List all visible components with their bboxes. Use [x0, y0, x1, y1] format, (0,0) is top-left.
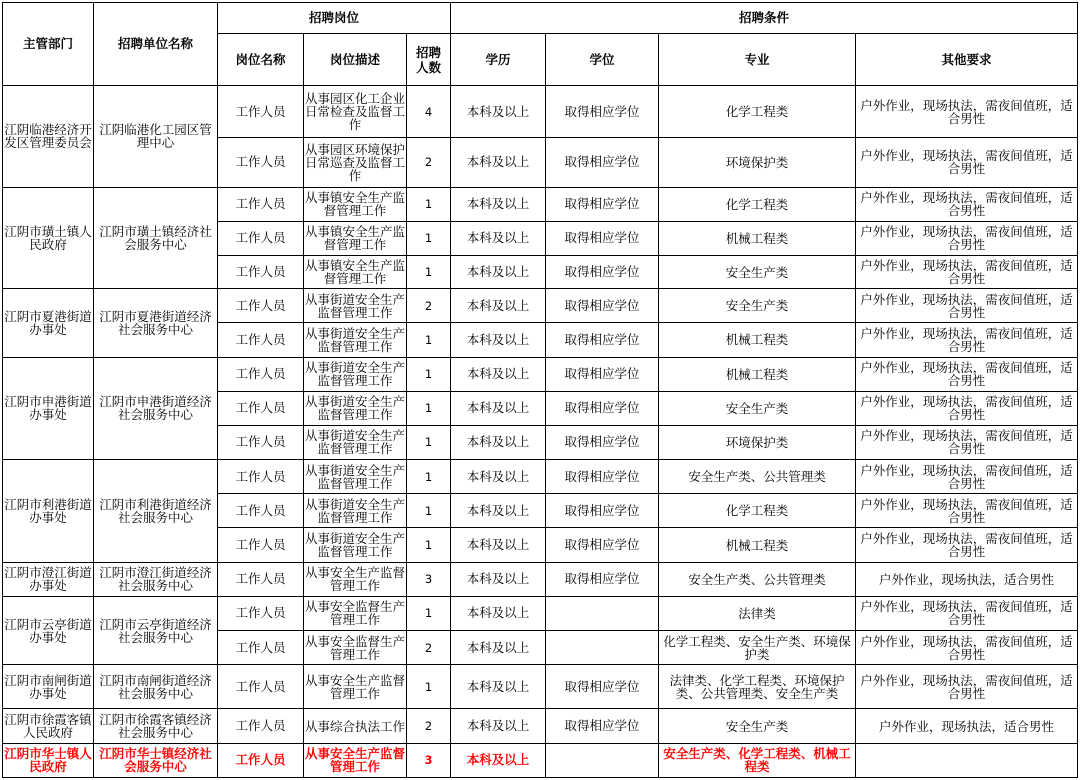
table-row: [3, 460, 1078, 494]
position-count-cell: 1: [407, 596, 451, 630]
education-cell: 本科及以上: [451, 494, 546, 528]
position-desc-cell: 从事安全生产监督管理工作: [304, 743, 407, 777]
header-other: 其他要求: [856, 34, 1078, 86]
recruitment-table: [2, 2, 1078, 778]
education-cell: 本科及以上: [451, 596, 546, 630]
education-cell: 本科及以上: [451, 138, 546, 187]
degree-cell: 取得相应学位: [546, 528, 659, 562]
other-requirements-cell: 户外作业，现场执法，需夜间值班，适合男性: [856, 528, 1078, 562]
position-count-cell: 2: [407, 631, 451, 665]
position-desc-cell: 从事街道安全生产监督管理工作: [304, 289, 407, 323]
position-count-cell: 1: [407, 494, 451, 528]
position-desc-cell: 从事街道安全生产监督管理工作: [304, 528, 407, 562]
position-name-cell: 工作人员: [218, 289, 304, 323]
major-cell: 机械工程类: [659, 323, 856, 357]
dept-cell: 江阴市夏港街道办事处: [3, 289, 94, 357]
degree-cell: 取得相应学位: [546, 494, 659, 528]
degree-cell: 取得相应学位: [546, 425, 659, 459]
education-cell: 本科及以上: [451, 743, 546, 777]
position-desc-cell: 从事镇安全生产监督管理工作: [304, 255, 407, 288]
major-cell: 安全生产类: [659, 391, 856, 425]
major-cell: 化学工程类、安全生产类、环境保护类: [659, 631, 856, 665]
other-requirements-cell: 户外作业，现场执法，需夜间值班，适合男性: [856, 391, 1078, 425]
major-cell: 环境保护类: [659, 425, 856, 459]
table-row: [3, 562, 1078, 596]
position-desc-cell: 从事街道安全生产监督管理工作: [304, 460, 407, 494]
other-requirements-cell: [856, 743, 1078, 777]
major-cell: 机械工程类: [659, 528, 856, 562]
header-unit: 招聘单位名称: [94, 3, 218, 86]
header-degree: 学位: [546, 34, 659, 86]
degree-cell: 取得相应学位: [546, 665, 659, 709]
degree-cell: [546, 631, 659, 665]
position-count-cell: 1: [407, 391, 451, 425]
position-name-cell: 工作人员: [218, 86, 304, 138]
unit-cell: 江阴市璜土镇经济社会服务中心: [94, 187, 218, 289]
position-desc-cell: 从事综合执法工作: [304, 709, 407, 743]
major-cell: 安全生产类: [659, 709, 856, 743]
dept-cell: 江阴临港经济开发区管理委员会: [3, 86, 94, 188]
position-name-cell: 工作人员: [218, 357, 304, 391]
table-row: [3, 709, 1078, 743]
major-cell: 化学工程类: [659, 187, 856, 221]
position-name-cell: 工作人员: [218, 665, 304, 709]
other-requirements-cell: 户外作业，现场执法，适合男性: [856, 709, 1078, 743]
other-requirements-cell: 户外作业，现场执法，需夜间值班，适合男性: [856, 86, 1078, 138]
position-desc-cell: 从事园区化工企业日常检查及监督工作: [304, 86, 407, 138]
header-pos-desc: 岗位描述: [304, 34, 407, 86]
unit-cell: 江阴市南闸街道经济社会服务中心: [94, 665, 218, 709]
table-row: [3, 357, 1078, 391]
unit-cell: 江阴临港化工园区管理中心: [94, 86, 218, 188]
position-name-cell: 工作人员: [218, 391, 304, 425]
dept-cell: 江阴市华士镇人民政府: [3, 743, 94, 777]
education-cell: 本科及以上: [451, 665, 546, 709]
education-cell: 本科及以上: [451, 460, 546, 494]
degree-cell: [546, 743, 659, 777]
table-row: [3, 289, 1078, 323]
position-desc-cell: 从事镇安全生产监督管理工作: [304, 187, 407, 221]
position-desc-cell: 从事安全生产监督管理工作: [304, 665, 407, 709]
education-cell: 本科及以上: [451, 562, 546, 596]
position-desc-cell: 从事街道安全生产监督管理工作: [304, 494, 407, 528]
other-requirements-cell: 户外作业，现场执法，需夜间值班，适合男性: [856, 187, 1078, 221]
position-name-cell: 工作人员: [218, 596, 304, 630]
position-name-cell: 工作人员: [218, 425, 304, 459]
unit-cell: 江阴市申港街道经济社会服务中心: [94, 357, 218, 460]
position-count-cell: 1: [407, 323, 451, 357]
position-desc-cell: 从事安全监督生产管理工作: [304, 596, 407, 630]
degree-cell: 取得相应学位: [546, 289, 659, 323]
position-count-cell: 1: [407, 255, 451, 288]
education-cell: 本科及以上: [451, 289, 546, 323]
other-requirements-cell: 户外作业，现场执法，需夜间值班，适合男性: [856, 289, 1078, 323]
education-cell: 本科及以上: [451, 187, 546, 221]
table-row: [3, 596, 1078, 630]
position-name-cell: 工作人员: [218, 138, 304, 187]
unit-cell: 江阴市云亭街道经济社会服务中心: [94, 596, 218, 664]
major-cell: 法律类、化学工程类、环境保护类、公共管理类、安全生产类: [659, 665, 856, 709]
major-cell: 环境保护类: [659, 138, 856, 187]
position-desc-cell: 从事街道安全生产监督管理工作: [304, 323, 407, 357]
major-cell: 安全生产类: [659, 255, 856, 288]
degree-cell: 取得相应学位: [546, 255, 659, 288]
degree-cell: 取得相应学位: [546, 187, 659, 221]
position-count-cell: 1: [407, 528, 451, 562]
other-requirements-cell: 户外作业，现场执法，需夜间值班，适合男性: [856, 425, 1078, 459]
position-name-cell: 工作人员: [218, 743, 304, 777]
table-row: [3, 187, 1078, 221]
other-requirements-cell: 户外作业，现场执法，需夜间值班，适合男性: [856, 357, 1078, 391]
position-name-cell: 工作人员: [218, 494, 304, 528]
major-cell: 安全生产类、公共管理类: [659, 460, 856, 494]
position-count-cell: 1: [407, 425, 451, 459]
position-count-cell: 1: [407, 357, 451, 391]
dept-cell: 江阴市申港街道办事处: [3, 357, 94, 460]
header-edu: 学历: [451, 34, 546, 86]
other-requirements-cell: 户外作业，现场执法，需夜间值班，适合男性: [856, 665, 1078, 709]
major-cell: 安全生产类: [659, 289, 856, 323]
education-cell: 本科及以上: [451, 255, 546, 288]
position-count-cell: 3: [407, 743, 451, 777]
degree-cell: 取得相应学位: [546, 221, 659, 255]
dept-cell: 江阴市利港街道办事处: [3, 460, 94, 563]
major-cell: 机械工程类: [659, 221, 856, 255]
education-cell: 本科及以上: [451, 86, 546, 138]
education-cell: 本科及以上: [451, 709, 546, 743]
position-count-cell: 1: [407, 221, 451, 255]
other-requirements-cell: 户外作业，现场执法，需夜间值班，适合男性: [856, 494, 1078, 528]
table-row: [3, 743, 1078, 777]
position-name-cell: 工作人员: [218, 528, 304, 562]
position-name-cell: 工作人员: [218, 255, 304, 288]
other-requirements-cell: 户外作业，现场执法，需夜间值班，适合男性: [856, 138, 1078, 187]
education-cell: 本科及以上: [451, 357, 546, 391]
major-cell: 化学工程类: [659, 494, 856, 528]
position-desc-cell: 从事街道安全生产监督管理工作: [304, 391, 407, 425]
degree-cell: 取得相应学位: [546, 391, 659, 425]
table-body: [3, 86, 1078, 778]
degree-cell: [546, 596, 659, 630]
header-major: 专业: [659, 34, 856, 86]
education-cell: 本科及以上: [451, 323, 546, 357]
position-name-cell: 工作人员: [218, 187, 304, 221]
position-name-cell: 工作人员: [218, 709, 304, 743]
education-cell: 本科及以上: [451, 221, 546, 255]
position-name-cell: 工作人员: [218, 323, 304, 357]
position-name-cell: 工作人员: [218, 221, 304, 255]
major-cell: 安全生产类、化学工程类、机械工程类: [659, 743, 856, 777]
other-requirements-cell: 户外作业，现场执法，需夜间值班，适合男性: [856, 460, 1078, 494]
table-row: [3, 665, 1078, 709]
position-desc-cell: 从事街道安全生产监督管理工作: [304, 357, 407, 391]
unit-cell: 江阴市澄江街道经济社会服务中心: [94, 562, 218, 596]
position-desc-cell: 从事园区环境保护日常巡查及监督工作: [304, 138, 407, 187]
position-desc-cell: 从事镇安全生产监督管理工作: [304, 221, 407, 255]
header-count: 招聘人数: [407, 34, 451, 86]
position-name-cell: 工作人员: [218, 631, 304, 665]
other-requirements-cell: 户外作业，现场执法，需夜间值班，适合男性: [856, 596, 1078, 630]
header-dept: 主管部门: [3, 3, 94, 86]
other-requirements-cell: 户外作业，现场执法，需夜间值班，适合男性: [856, 221, 1078, 255]
degree-cell: 取得相应学位: [546, 460, 659, 494]
major-cell: 机械工程类: [659, 357, 856, 391]
major-cell: 安全生产类、公共管理类: [659, 562, 856, 596]
other-requirements-cell: 户外作业，现场执法，适合男性: [856, 562, 1078, 596]
header-conditions: 招聘条件: [451, 3, 1078, 34]
major-cell: 法律类: [659, 596, 856, 630]
position-name-cell: 工作人员: [218, 460, 304, 494]
other-requirements-cell: 户外作业，现场执法，需夜间值班，适合男性: [856, 255, 1078, 288]
position-desc-cell: 从事街道安全生产监督管理工作: [304, 425, 407, 459]
position-count-cell: 1: [407, 460, 451, 494]
position-count-cell: 2: [407, 289, 451, 323]
position-name-cell: 工作人员: [218, 562, 304, 596]
position-count-cell: 4: [407, 86, 451, 138]
header-positions: 招聘岗位: [218, 3, 451, 34]
education-cell: 本科及以上: [451, 631, 546, 665]
position-count-cell: 3: [407, 562, 451, 596]
position-count-cell: 1: [407, 187, 451, 221]
degree-cell: 取得相应学位: [546, 323, 659, 357]
position-desc-cell: 从事安全监督生产管理工作: [304, 631, 407, 665]
position-count-cell: 2: [407, 709, 451, 743]
dept-cell: 江阴市璜土镇人民政府: [3, 187, 94, 289]
education-cell: 本科及以上: [451, 528, 546, 562]
header-pos-name: 岗位名称: [218, 34, 304, 86]
degree-cell: 取得相应学位: [546, 138, 659, 187]
education-cell: 本科及以上: [451, 425, 546, 459]
position-count-cell: 1: [407, 665, 451, 709]
dept-cell: 江阴市澄江街道办事处: [3, 562, 94, 596]
degree-cell: 取得相应学位: [546, 357, 659, 391]
unit-cell: 江阴市利港街道经济社会服务中心: [94, 460, 218, 563]
other-requirements-cell: 户外作业，现场执法，需夜间值班，适合男性: [856, 323, 1078, 357]
position-count-cell: 2: [407, 138, 451, 187]
position-desc-cell: 从事安全生产监督管理工作: [304, 562, 407, 596]
unit-cell: 江阴市华士镇经济社会服务中心: [94, 743, 218, 777]
major-cell: 化学工程类: [659, 86, 856, 138]
unit-cell: 江阴市夏港街道经济社会服务中心: [94, 289, 218, 357]
other-requirements-cell: 户外作业，现场执法，需夜间值班，适合男性: [856, 631, 1078, 665]
dept-cell: 江阴市徐霞客镇人民政府: [3, 709, 94, 743]
education-cell: 本科及以上: [451, 391, 546, 425]
unit-cell: 江阴市徐霞客镇经济社会服务中心: [94, 709, 218, 743]
degree-cell: 取得相应学位: [546, 86, 659, 138]
degree-cell: 取得相应学位: [546, 562, 659, 596]
table-row: [3, 86, 1078, 138]
degree-cell: 取得相应学位: [546, 709, 659, 743]
dept-cell: 江阴市南闸街道办事处: [3, 665, 94, 709]
dept-cell: 江阴市云亭街道办事处: [3, 596, 94, 664]
